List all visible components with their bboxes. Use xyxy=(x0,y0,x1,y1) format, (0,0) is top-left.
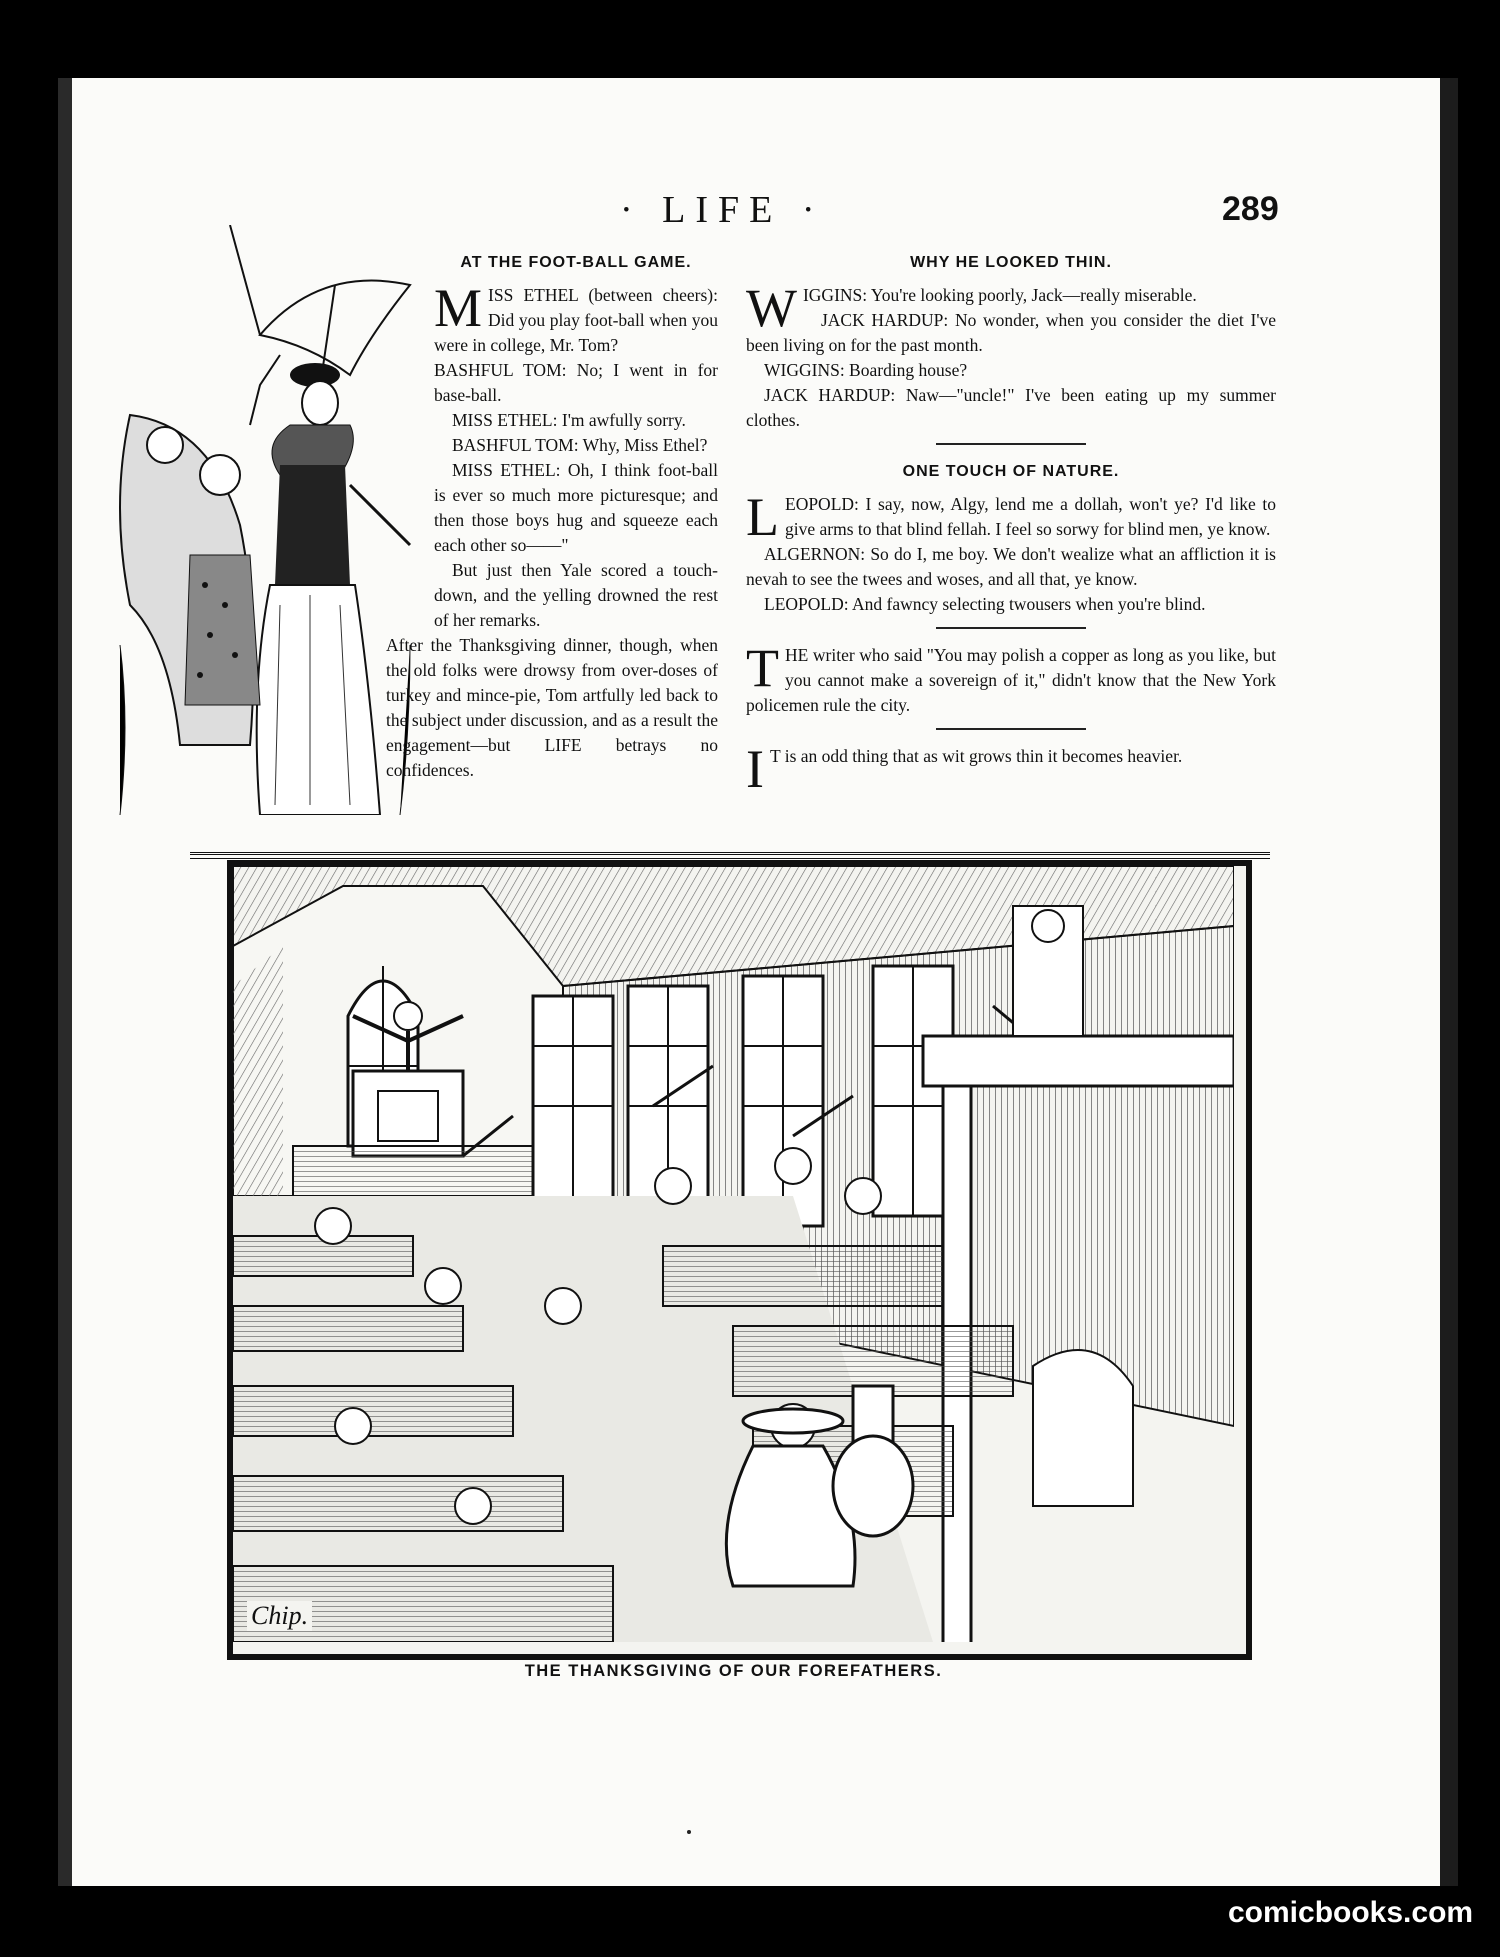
dialogue-paragraph: BASHFUL TOM: No; I went in for base-ball. xyxy=(434,360,718,405)
dialogue-paragraph: JACK HARDUP: Naw—"uncle!" I've been eating up my summer clothes. xyxy=(746,385,1276,430)
dialogue-paragraph: BASHFUL TOM: Why, Miss Ethel? xyxy=(452,435,708,455)
dialogue-paragraph: MISS ETHEL: I'm awfully sorry. xyxy=(452,410,686,430)
article-heading: AT THE FOOT-BALL GAME. xyxy=(460,254,692,271)
page-number: 289 xyxy=(1222,190,1279,228)
lady-with-parasol-illustration xyxy=(110,225,430,815)
narrative-paragraph: But just then Yale scored a touch-down, and the yelling drowned the rest of her remarks. xyxy=(434,560,718,630)
article-heading: ONE TOUCH OF NATURE. xyxy=(902,463,1120,480)
quip-paragraph xyxy=(746,739,1276,799)
paragraph-text: ISS ETHEL (between cheers): Did you play foot-ball when you were in college, Mr. Tom? xyxy=(434,285,718,355)
dialogue-paragraph: WIGGINS: Boarding house? xyxy=(764,360,968,380)
cartoon-caption: THE THANKSGIVING OF OUR FOREFATHERS. xyxy=(524,1662,943,1680)
narrative-paragraph: After the Thanksgiving dinner, though, when the old folks were drowsy from over-doses of turkey and mince-pie, Tom artfully led back to the subject under discussion, and as a result the engagement—but LIFE betrays no confidences. xyxy=(386,635,718,780)
dialogue-paragraph xyxy=(434,278,718,358)
drop-cap: T xyxy=(746,638,779,698)
article-heading: WHY HE LOOKED THIN. xyxy=(910,254,1112,271)
watermark: comicbooks.com xyxy=(1228,1896,1474,1929)
paragraph-text: EOPOLD: I say, now, Algy, lend me a dollah, won't ye? I'd like to give arms to that blind fellah. I feel so sorwy for blind men, ye know. xyxy=(785,494,1276,539)
church-cartoon xyxy=(227,860,1252,1660)
dialogue-paragraph: ALGERNON: So do I, me boy. We don't wealize what an affliction it is nevah to see the twees and woses, and all that, ye know. xyxy=(746,544,1276,589)
drop-cap: I xyxy=(746,739,764,799)
paragraph-text: IGGINS: You're looking poorly, Jack—really miserable. xyxy=(802,285,1197,305)
drop-cap: L xyxy=(746,487,779,547)
section-rule xyxy=(936,627,1086,629)
quip-paragraph xyxy=(746,638,1276,718)
football-game-column xyxy=(386,250,718,783)
dialogue-paragraph: LEOPOLD: And fawncy selecting twousers when you're blind. xyxy=(764,594,1206,614)
page-edge xyxy=(58,78,72,1886)
dialogue-paragraph: JACK HARDUP: No wonder, when you consider the diet I've been living on for the past month. xyxy=(746,310,1276,355)
right-column xyxy=(746,250,1276,799)
drop-cap: W xyxy=(746,278,797,338)
drop-cap: M xyxy=(434,278,483,338)
section-rule xyxy=(936,443,1086,445)
dialogue-paragraph xyxy=(746,487,1276,547)
paragraph-text: HE writer who said "You may polish a copper as long as you like, but you cannot make a sovereign of it," didn't know that the New York policemen rule the city. xyxy=(746,645,1276,715)
artist-signature: Chip. xyxy=(247,1601,312,1631)
paragraph-text: T is an odd thing that as wit grows thin it becomes heavier. xyxy=(769,746,1183,766)
page-edge-right xyxy=(1440,78,1458,1886)
dialogue-paragraph: MISS ETHEL: Oh, I think foot-ball is ever so much more picturesque; and then those boys hug and squeeze each each other so——" xyxy=(434,460,718,555)
section-rule xyxy=(936,728,1086,730)
masthead-title: · LIFE · xyxy=(620,189,825,231)
page-divider xyxy=(190,852,1270,859)
church-interior-drawing xyxy=(233,866,1234,1642)
page-speck xyxy=(687,1830,691,1834)
